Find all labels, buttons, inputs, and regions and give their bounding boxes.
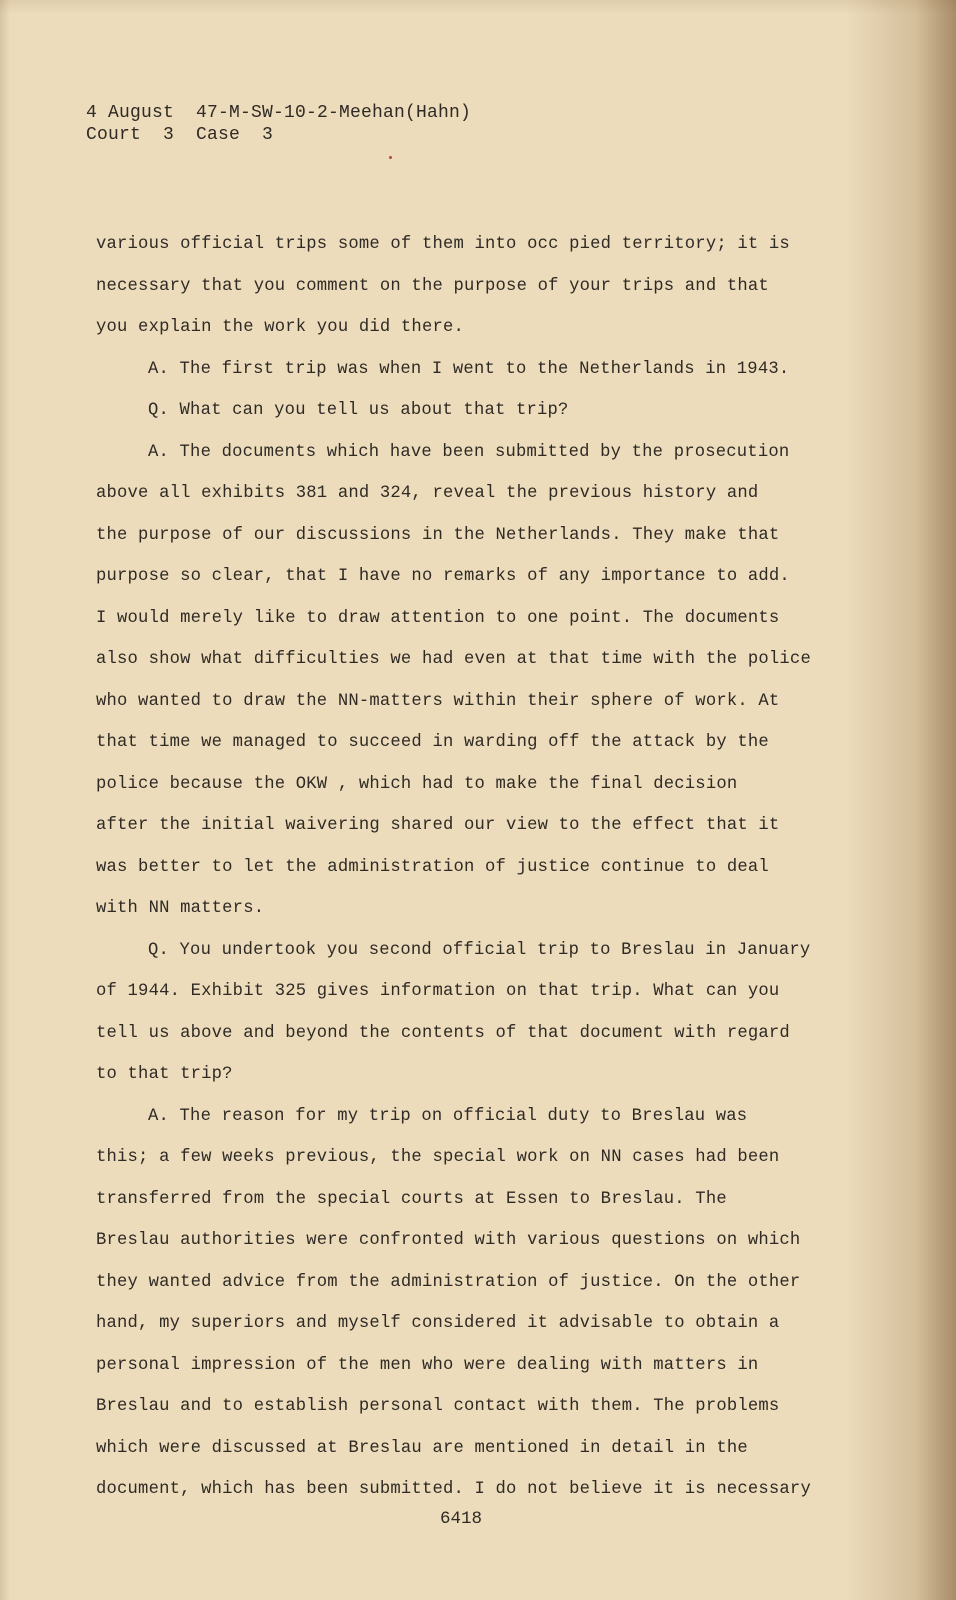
text-line: this; a few weeks previous, the special work on NN cases had been: [96, 1148, 780, 1167]
header-date-reference: 4 August 47-M-SW-10-2-Meehan(Hahn): [86, 103, 472, 123]
text-line: Q. What can you tell us about that trip?: [148, 401, 569, 420]
text-line: you explain the work you did there.: [96, 318, 464, 337]
text-line: after the initial waivering shared our view to the effect that it: [96, 816, 780, 835]
text-line: they wanted advice from the administration of justice. On the other: [96, 1272, 801, 1292]
text-line: A. The first trip was when I went to the Netherlands in 1943.: [148, 359, 790, 379]
text-line: police because the OKW , which had to make the final decision: [96, 774, 738, 794]
ink-speck: [389, 156, 392, 159]
text-line: above all exhibits 381 and 324, reveal the previous history and: [96, 484, 759, 503]
text-line: which were discussed at Breslau are mentioned in detail in the: [96, 1438, 748, 1458]
text-line: transferred from the special courts at Essen to Breslau. The: [96, 1189, 727, 1209]
text-line: that time we managed to succeed in warding off the attack by the: [96, 733, 769, 752]
text-line: with NN matters.: [96, 899, 265, 918]
text-line: tell us above and beyond the contents of that document with regard: [96, 1023, 790, 1043]
text-line: personal impression of the men who were dealing with matters in: [96, 1355, 759, 1375]
text-line: necessary that you comment on the purpose of your trips and that: [96, 276, 769, 296]
text-line: of 1944. Exhibit 325 gives information on that trip. What can you: [96, 982, 780, 1001]
text-line: was better to let the administration of justice continue to deal: [96, 857, 769, 877]
text-line: document, which has been submitted. I do not believe it is necessary: [96, 1480, 811, 1499]
text-line: hand, my superiors and myself considered it advisable to obtain a: [96, 1314, 780, 1333]
text-line: Breslau and to establish personal contact with them. The problems: [96, 1397, 780, 1416]
text-line: Q. You undertook you second official trip to Breslau in January: [148, 940, 811, 960]
text-line: who wanted to draw the NN-matters within their sphere of work. At: [96, 691, 780, 711]
text-line: also show what difficulties we had even at that time with the police: [96, 650, 811, 669]
header-court-case: Court 3 Case 3: [86, 125, 274, 145]
text-line: purpose so clear, that I have no remarks of any importance to add.: [96, 567, 790, 586]
text-line: various official trips some of them into occ pied territory; it is: [96, 235, 790, 254]
text-line: A. The documents which have been submitted by the prosecution: [148, 442, 790, 462]
page-number: 6418: [440, 1509, 483, 1529]
text-line: Breslau authorities were confronted with various questions on which: [96, 1231, 801, 1250]
text-line: I would merely like to draw attention to one point. The documents: [96, 608, 780, 628]
testimony-text: [96, 224, 816, 1511]
text-line: the purpose of our discussions in the Netherlands. They make that: [96, 525, 780, 545]
text-line: A. The reason for my trip on official duty to Breslau was: [148, 1106, 748, 1126]
document-header: [86, 102, 471, 146]
text-line: to that trip?: [96, 1065, 233, 1084]
